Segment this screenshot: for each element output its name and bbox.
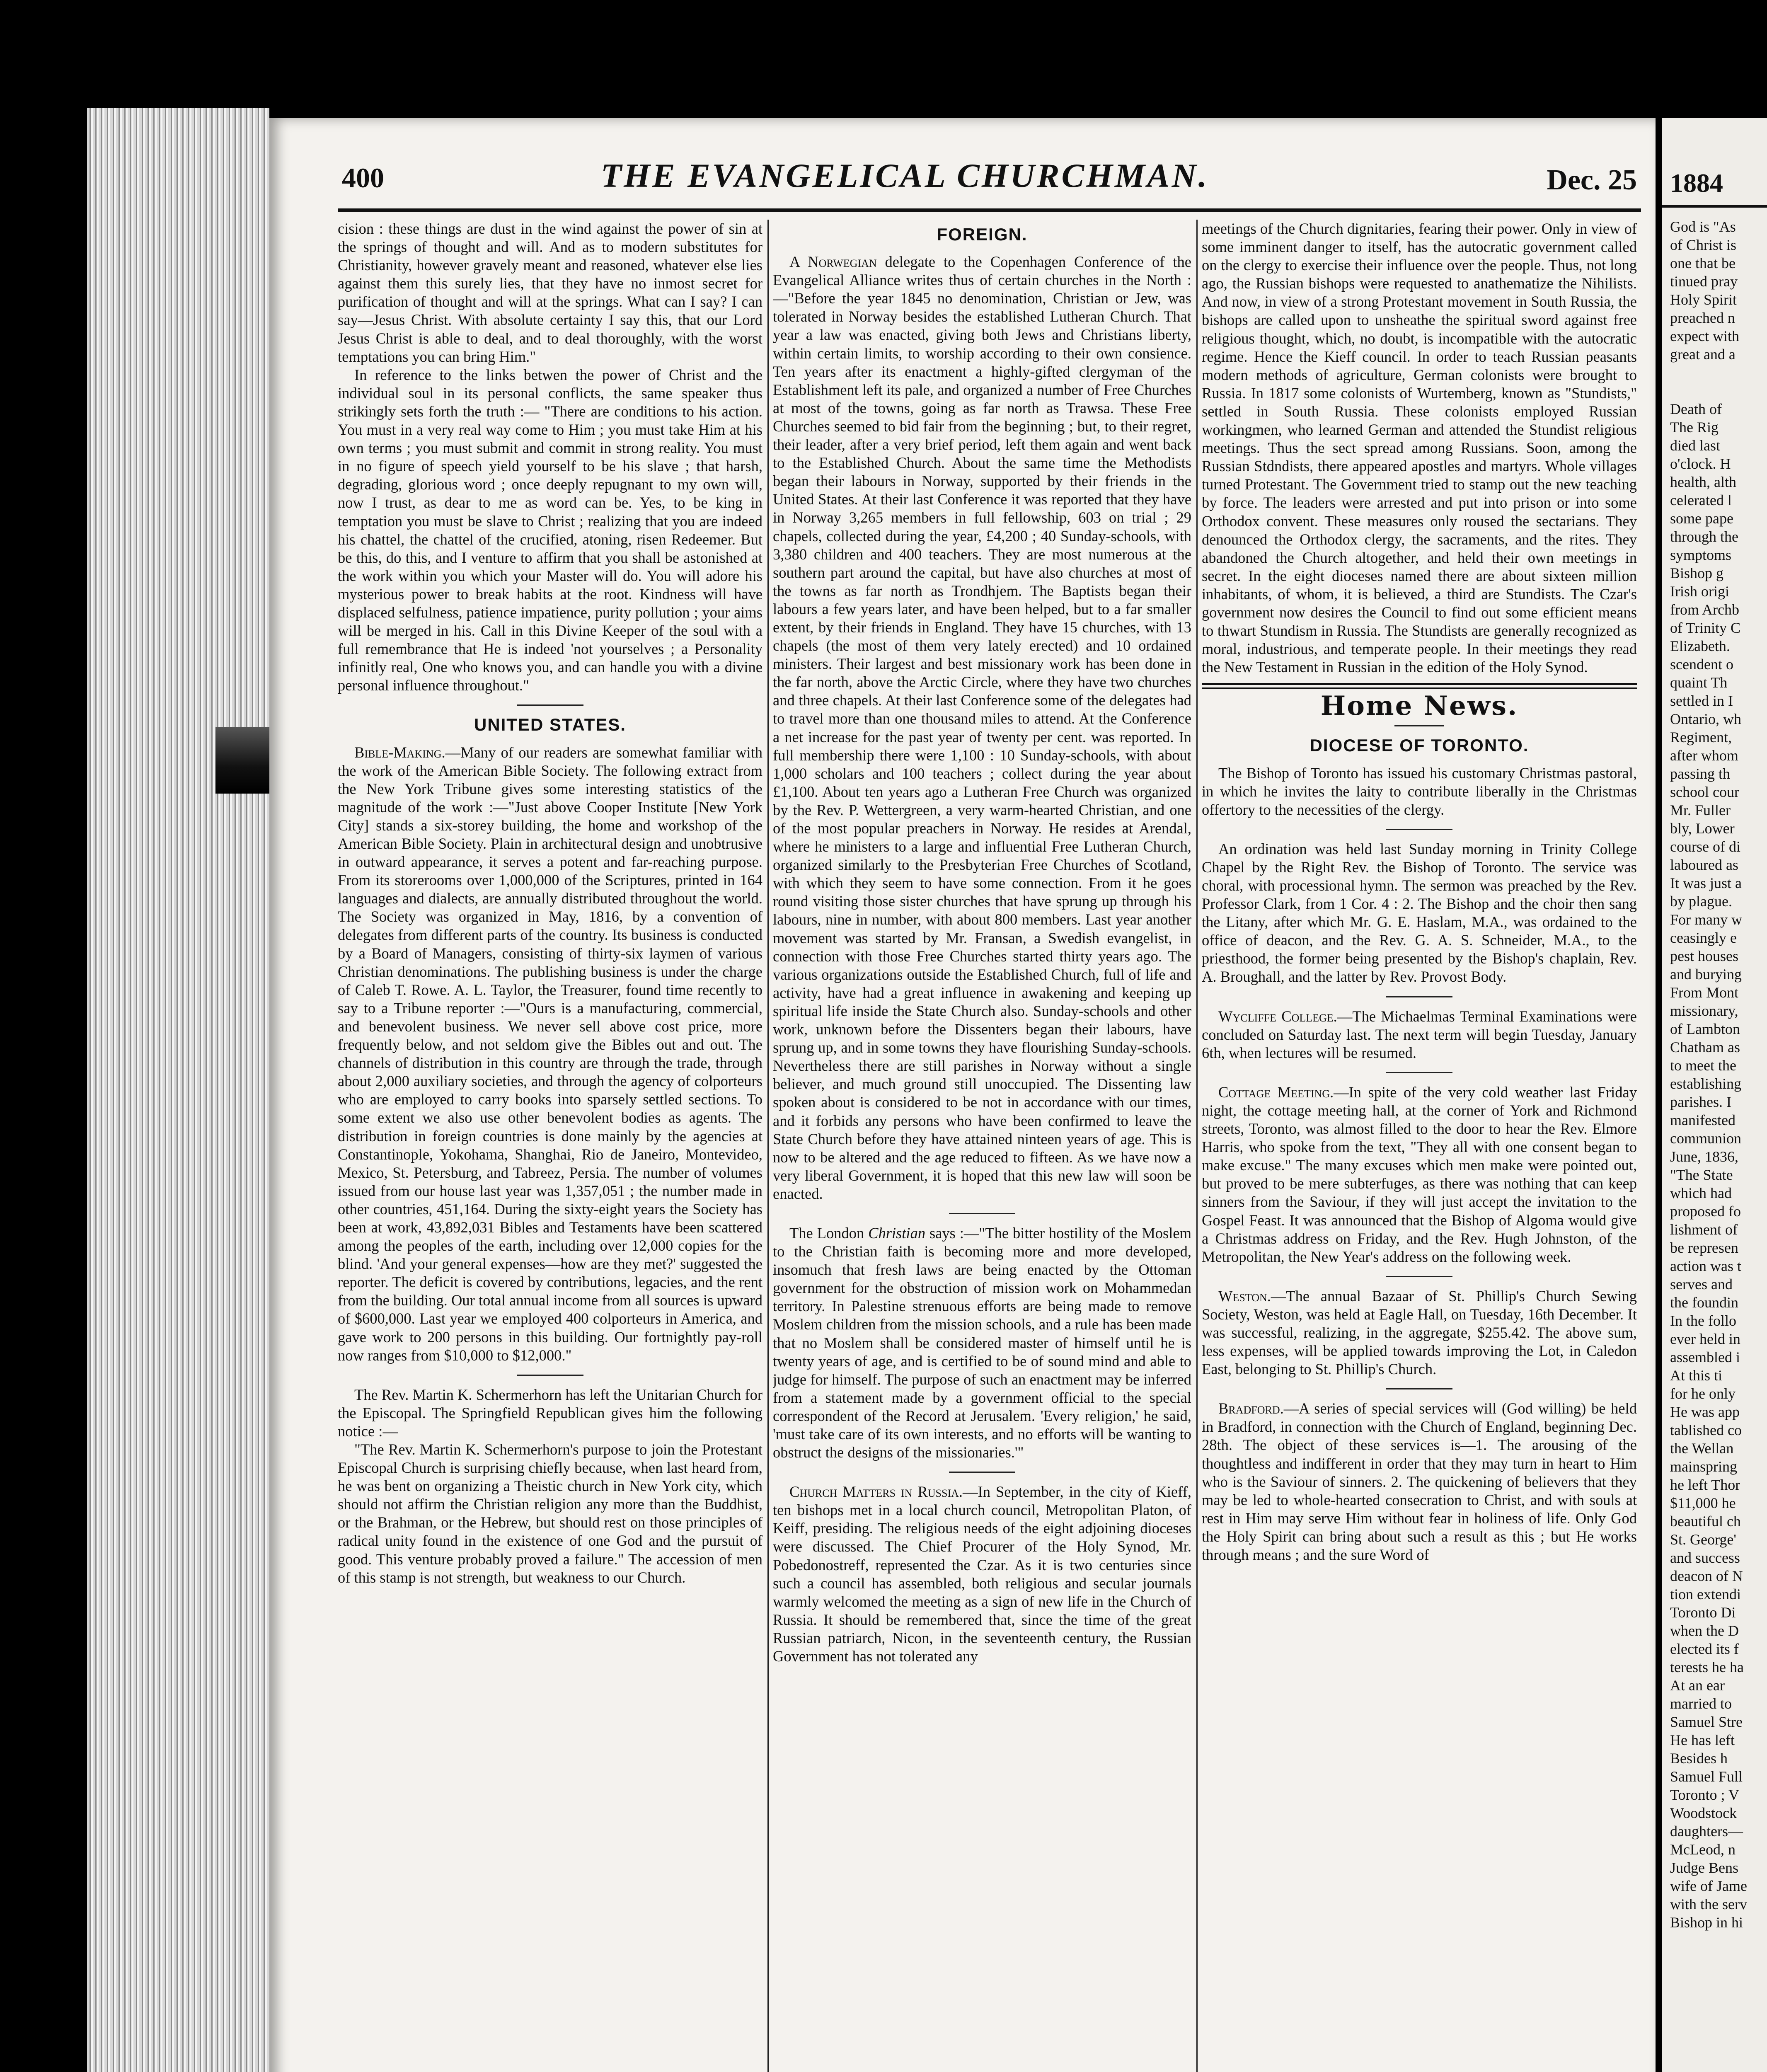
article-norway — [773, 253, 1191, 1203]
divider — [1386, 829, 1452, 830]
facing-page-year: 1884 — [1670, 168, 1723, 198]
facing-page-text: God is "As of Christ is one that be tinued pray Holy Spirit preached n expect with great and a Death of The Rig died last o'clock. H health, alth celerated l some pape through the symptoms Bishop g Irish origi from Archb of Trinity C Elizabeth. scendent o quaint Th settled in I Ontario, wh Regiment, after whom passing th school cour Mr. Fuller bly, Lower course of di laboured as It was just a by plague. For many w ceasingly e pest houses and burying From Mont missionary, of Lambton Chatham as to meet the establishing parishes. I manifested communion June, 1836, "The State which had proposed fo lishment of be represen action was t serves and the foundin In the follo ever held in assembled i At this ti for he only He was app tablished co the Wellan mainspring he left Thor $11,000 he beautiful ch St. George' and success deacon of N tion extendi Toronto Di when the D elected its f terests he ha At an ear married to Samuel Stre He has left Besides h Samuel Full Toronto ; V Woodstock daughters— McLeod, n Judge Bens wife of Jame with the serv Bishop in hi — [1670, 218, 1747, 1931]
double-rule — [1202, 683, 1637, 689]
column-rule — [1196, 220, 1198, 2072]
section-heading-foreign: FOREIGN. — [937, 225, 1028, 244]
article-text: —In September, in the city of Kieff, ten bishops met in a local church council, Metropolitan Platon, of Keiff, presiding. The religious needs of the eight adjoining dioceses were discussed. The Chief Procurer of the Holy Synod, Mr. Pobedonostreff, represented the Czar. As it is two centuries since such a council has assembled, both religious and secular journals warmly welcomed the meeting as a sign of new life in the Church of Russia. It should be remembered that, since the time of the great Russian patriarch, Nicon, in the seventeenth century, the Russian Government has not tolerated any — [773, 1483, 1191, 1665]
issue-date: Dec. 25 — [1547, 164, 1637, 196]
divider — [1386, 1276, 1452, 1277]
divider — [1386, 1072, 1452, 1073]
article-text: —The annual Bazaar of St. Phillip's Church Sewing Society, Weston, was held at Eagle Hall, on Tuesday, 16th December. It was successful, realizing, in the aggregate, $255.42. The above sum, less expenses, will be applied towards improving the Lot, in Caledon East, belonging to St. Phillip's Church. — [1202, 1287, 1637, 1378]
paragraph: The Bishop of Toronto has issued his customary Christmas pastoral, in which he invites the laity to contribute liberally in the Christmas offertory to the necessities of the clergy. — [1202, 764, 1637, 818]
column-1 — [338, 220, 762, 2072]
article-wycliffe — [1202, 1007, 1637, 1062]
section-heading-diocese-of-toronto: DIOCESE OF TORONTO. — [1310, 736, 1529, 755]
article-russia — [773, 1483, 1191, 1665]
text-span: The London — [789, 1224, 869, 1242]
article-text: —In spite of the very cold weather last Friday night, the cottage meeting hall, at the corner of York and Richmond streets, Toronto, was almost filled to the door to hear the Rev. Elmore Harris, who spoke from the text, "They all with one consent began to make excuse." The many excuses which men make were pointed out, but proved to be mere subterfuges, as there was nothing that can keep sinners from the Saviour, if they will just accept the invitation to the Gospel Feast. It was announced that the Bishop of Algoma would give a Christmas address on Friday, and the Rev. Hugh Johnston, of the Metropolitan, the New Year's address on the following week. — [1202, 1083, 1637, 1265]
publication-name: Christian — [868, 1224, 926, 1242]
paragraph: In reference to the links betwen the power of Christ and the individual soul in its personal conflicts, the same speaker thus strikingly sets forth the truth :— "There are conditions to his action. You must in a very real way come to Him ; you must take Him at his own terms ; you must submit and commit in strong reality. You must in no figure of speech yield yourself to be his slave ; that harsh, degrading, glorious word ; once deeply repugnant to my own will, now I trust, as dear to me as word can be. Yes, to be king in temptation you must be slave to Christ ; realizing that you are indeed his chattel, the chattel of the crucified, atoning, risen Redeemer. But be this, do this, and I venture to affirm that you shall be astonished at the work within you which your Master will do. You will adore his mysterious power to break habits at the root. Kindness will have displaced selfulness, patience impatience, purity pollution ; your aims will be merged in his. Call in this Divine Keeper of the soul with a full remembrance that He is indeed 'not yourselves ; a Personality infinitly real, One who knows you, and can handle you with a divine personal influence throughout." — [338, 366, 762, 694]
article-text: —Many of our readers are somewhat familiar with the work of the American Bible Society. The following extract from the New York Tribune gives some interesting statistics of the magnitude of the work :—"Just above Cooper Institute [New York City] stands a six-storey building, the home and workshop of the American Bible Society. Plain in architectural design and unobtrusive in outward appearance, it serves a potent and far-reaching purpose. From its storerooms over 1,000,000 of the Scriptures, printed in 164 languages and dialects, are annually distributed throughout the world. The Society was organized in May, 1816, by a convention of delegates from different parts of the country. Its business is conducted by a Board of Managers, consisting of thirty-six laymen of various Christian denominations. The publishing business is under the charge of Caleb T. Rowe. A. L. Taylor, the Treasurer, found time recently to say to a Tribune reporter :—"Ours is a manufacturing, commercial, and benevolent business. We never sell above cost price, more frequently below, and not seldom give the Bibles out and out. The channels of distribution in this country are through the trade, through about 2,000 auxiliary societies, and through the agency of colporteurs who are employed to carry books into sparsely settled sections. To some extent we also use other benevolent bodies as agents. The distribution in foreign countries is done mainly by the agencies at Constantinople, Yokohama, Shanghai, Rio de Janeiro, Montevideo, Mexico, St. Petersburg, and Tabreez, Persia. The number of volumes issued from our house last year was 1,357,051 ; the number made in other countries, 451,164. During the sixty-eight years the Society has been at work, 43,892,031 Bibles and Testaments have been scattered among the peoples of the earth, including over 12,000 copies for the blind. 'And your general expenses—how are they met?' suggested the reporter. The deficit is covered by contributions, legacies, and the rent from the building. Our total annual income from all sources is upward of $600,000. Last year we employed 400 colporteurs in America, and gave work to 200 persons in this building. Our fortnightly pay-roll now ranges from $10,000 to $12,000." — [338, 743, 762, 1364]
paragraph: An ordination was held last Sunday morning in Trinity College Chapel by the Right Rev. the Bishop of Toronto. The service was choral, with processional hymn. The sermon was preached by the Rev. Professor Clark, from 1 Cor. 4 : 2. The Bishop and the choir then sang the Litany, after which Mr. G. E. Haslam, M.A., was ordained to the office of deacon, and the Rev. G. A. S. Schneider, M.A., to the priesthood, the former being presented by the Bishop's chaplain, Rev. A. Broughall, and the latter by Rev. Provost Body. — [1202, 840, 1637, 985]
column-3 — [1202, 220, 1637, 2072]
article-lead: Cottage Meeting. — [1218, 1083, 1334, 1101]
divider — [1386, 1388, 1452, 1389]
page-number: 400 — [342, 162, 384, 194]
article-lead: Weston. — [1218, 1287, 1271, 1305]
column-rule — [767, 220, 769, 2072]
masthead: THE EVANGELICAL CHURCHMAN. — [601, 157, 1209, 194]
divider — [949, 1472, 1015, 1473]
divider — [949, 1213, 1015, 1214]
newspaper-page — [269, 118, 1656, 2072]
paragraph: cision : these things are dust in the wind against the power of sin at the springs of thought and will. And as to modern substitutes for Christianity, however gravely meant and reasoned, whatever else lies against them this surely lies, that they have no inmost secret for purification of thought and will at the springs. What can I say? I can say—Jesus Christ. With absolute certainty I say this, that our Lord Jesus Christ is able to deal, and to deal thoroughly, with the worst temptations you can bring Him." — [338, 220, 762, 365]
article-weston — [1202, 1287, 1637, 1378]
article-bradford — [1202, 1399, 1637, 1564]
paragraph: "The Rev. Martin K. Schermerhorn's purpose to join the Protestant Episcopal Church is surprising chiefly because, when last heard from, he was bent on organizing a Theistic church in New York city, which should not affirm the Christian religion any more than the Buddhist, or the Brahman, or the Hebrew, but should rest on those principles of radical unity found in the existence of one God and the pursuit of good. This venture probably proved a failure." The accession of men of this stamp is not strength, but weakness to our Church. — [338, 1441, 762, 1586]
facing-page-rule — [1662, 205, 1767, 208]
article-text: —A series of special services will (God willing) be held in Bradford, in connection with the Church of England, beginning Dec. 28th. The object of these services is—1. The arousing of the thoughtless and indifferent in order that they may turn in heart to Him who is the Saviour of sinners. 2. The quickening of believers that they may be led to whole-hearted consecration to Christ, and with souls at rest in Him may serve Him without fear in holiness of life. Only God the Holy Spirit can bring about such a result as this ; but He works through means ; and the sure Word of — [1202, 1400, 1637, 1563]
facing-page-fragment — [1662, 118, 1767, 2072]
article-lead: Bradford. — [1218, 1400, 1284, 1417]
article-london-christian — [773, 1224, 1191, 1462]
section-heading-united-states: UNITED STATES. — [474, 715, 627, 735]
article-text: delegate to the Copenhagen Conference of the Evangelical Alliance writes thus of certain churches in the North :—"Before the year 1845 no denomination, Christian or Jew, was tolerated in Norway besides the established Lutheran Church. That year a law was enacted, giving both Jews and Christians liberty, within certain limits, to worship according to their own consience. Ten years after its enactment a highly-gifted clergyman of the Establishment left its pale, and organized a number of Free Churches at most of the towns, going as far north as Trawsa. These Free Churches seemed to bid fair from the beginning ; but, to their regret, their leader, after a very brief period, left them again and went back to the Established Church. About the same time the Methodists began their labours in Norway, supported by their friends in the United States. At their last Conference it was reported that they have in Norway 3,265 members in full fellowship, 603 on trial ; 29 chapels, collected during the year, £4,200 ; 40 Sunday-schools, with 3,380 children and 400 teachers. They are most numerous at the southern part around the capital, but have also churches at most of the towns as far north as Trondhjem. The Baptists began their labours a few years later, and have been helped, but to a far smaller extent, by their friends in England. They have 15 churches, with 13 chapels (the most of them very lately erected) and 10 ordained ministers. Their largest and best missionary work has been done in the far north, above the Arctic Circle, where they have two churches and three chapels. At their last Conference some of the delegates had to travel more than one thousand miles to attend. At the Conference a net increase for the past year of twenty per cent. was reported. In full membership there were 1,100 : 10 Sunday-schools, with about 1,000 scholars and 100 teachers ; collect during the year about £1,100. About ten years ago a Lutheran Free Church was organized by the Rev. P. Wettergreen, a very warm-hearted Christian, and one of the most popular preachers in Norway. He resides at Arendal, where he ministers to a large and influential Free Lutheran Church, organized similarly to the Presbyterian Free Churches of Scotland, with which they seem to have some connection. From it he goes round visiting those sister churches that have sprung up through his labours, nine in number, with about 800 members. Last year another movement was started by Mr. Fransan, a Swedish evangelist, in connection with those Free Churches started thirty years ago. The various organizations outside the Established Church, full of life and activity, have had a great influence in awakening and keeping up spiritual life inside the State Church also. Sunday-schools and other work, unknown before the Dissenters began their labours, have sprung up, and in some towns they have flourishing Sunday-schools. Nevertheless there are still parishes in Norway without a single believer, and much ground still unoccupied. The Dissenting law spoken about is considered to be not in accordance with our times, and it forbids any persons who have been confirmed to leave the State Church before they have attained ninteen years of age. This is now to be altered and the age reduced to fifteen. As we have now a very liberal Government, it is hoped that this new law will soon be enacted. — [773, 253, 1191, 1202]
article-lead: Church Matters in Russia. — [789, 1483, 963, 1501]
paragraph: meetings of the Church dignitaries, fearing their power. Only in view of some imminent danger to itself, has the autocratic government called on the clergy to exercise their influence over the people. Thus, not long ago, the Russian bishops were requested to anathematize the Nihilists. And now, in view of a strong Protestant movement in South Russia, the bishops are called upon to unsheathe the spiritual sword against free religious thought, which, no doubt, is incompatible with the autocratic regime. Hence the Kieff council. In order to teach Russian peasants modern methods of agriculture, German colonists were brought to Russia. In 1817 some colonists of Wurtemberg, known as "Stundists," settled in South Russia. These colonists employed Russian workingmen, who learned German and attended the Stundist religious meetings. Thus the sect spread among Russians. Soon, among the Russian Stdndists, there appeared apostles and martyrs. Whole villages turned Protestant. The Government tried to stamp out the new teaching by force. The leaders were arrested and put into prison or into some Orthodox convent. These measures only roused the sectarians. They denounced the Orthodox clergy, the sacraments, and the rites. They abandoned the Church altogether, and held their own meetings in secret. In the eight dioceses named there are about sixteen million inhabitants, of whom, it is believed, a third are Stundists. The Czar's government now desires the Council to find out some efficient means to thwart Stundism in Russia. The Stundists are generally recognized as moral, industrious, and temperate people. In their meetings they read the New Testament in Russian in the edition of the Holy Synod. — [1202, 220, 1637, 676]
paragraph: The Rev. Martin K. Schermerhorn has left the Unitarian Church for the Episcopal. The Springfield Republican gives him the following notice :— — [338, 1386, 762, 1440]
book-page-edges — [87, 108, 269, 2072]
article-cottage-meeting — [1202, 1083, 1637, 1266]
article-lead: Bible-Making. — [354, 743, 445, 761]
header-rule — [338, 208, 1641, 212]
divider — [1386, 996, 1452, 997]
divider — [517, 1375, 583, 1376]
article-lead: Wycliffe College. — [1218, 1007, 1337, 1025]
divider — [517, 704, 583, 706]
text-span: says :—"The bitter hostility of the Moslem to the Christian faith is becoming more and more developed, insomuch that fresh laws are being enacted by the Ottoman government for the obstruction of mission work on Mohammedan territory. In Palestine strenuous efforts are being made to remove Moslem children from the mission schools, and a rule has been made that no Moslem shall be considered master of himself until he is twenty years of age, and is certified to be of sound mind and able to judge for himself. The purpose of such an enactment may be inferred from a statement made by a government official to the special correspondent of the Record at Jerusalem. 'Every religion,' he said, 'must take care of its own interests, and no efforts will be wanting to obstruct the designs of the missionaries.'" — [773, 1224, 1191, 1461]
section-heading-home-news: Home News. — [1320, 690, 1518, 722]
article-bible-making — [338, 743, 762, 1365]
article-lead: A Norwegian — [789, 253, 877, 271]
article-text: —The Michaelmas Terminal Examinations were concluded on Saturday last. The next term will begin Tuesday, January 6th, when lectures will be resumed. — [1202, 1007, 1637, 1061]
column-2 — [773, 220, 1191, 2072]
divider — [1394, 725, 1444, 726]
